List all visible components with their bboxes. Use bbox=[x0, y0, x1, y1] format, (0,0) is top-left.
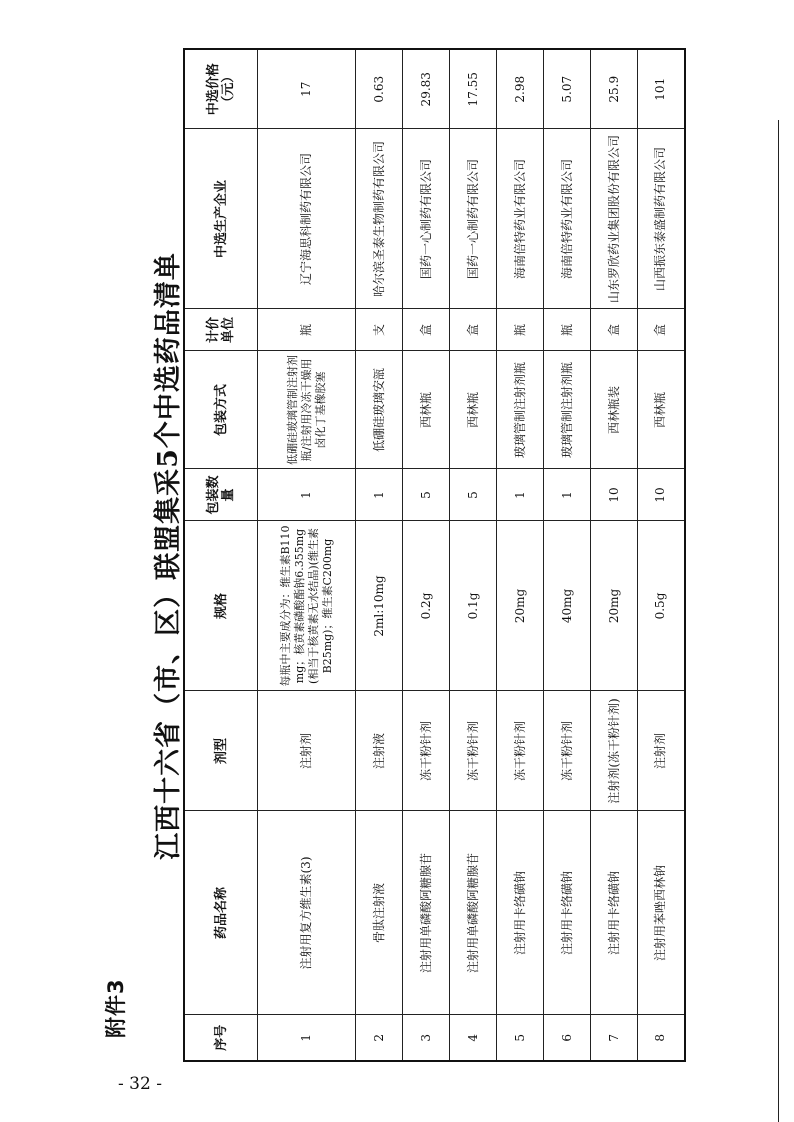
cell-packaging: 低硼硅玻璃安瓿 bbox=[356, 351, 403, 469]
cell-price: 101 bbox=[638, 49, 685, 129]
cell-company: 国药一心制药有限公司 bbox=[450, 129, 497, 309]
cell-index: 7 bbox=[591, 1015, 638, 1061]
cell-company: 哈尔滨圣泰生物制药有限公司 bbox=[356, 129, 403, 309]
header-pack-qty: 包装数量 bbox=[184, 469, 258, 521]
cell-dosage-form: 注射液 bbox=[356, 691, 403, 811]
cell-price: 17 bbox=[258, 49, 356, 129]
cell-spec: 0.5g bbox=[638, 521, 685, 691]
header-company: 中选生产企业 bbox=[184, 129, 258, 309]
cell-name: 注射用卡络磺钠 bbox=[497, 811, 544, 1015]
header-name: 药品名称 bbox=[184, 811, 258, 1015]
cell-spec: 20mg bbox=[497, 521, 544, 691]
table-row bbox=[450, 49, 497, 1061]
cell-dosage-form: 冻干粉针剂 bbox=[544, 691, 591, 811]
table-row bbox=[403, 49, 450, 1061]
cell-price: 29.83 bbox=[403, 49, 450, 129]
cell-spec: 0.1g bbox=[450, 521, 497, 691]
cell-unit: 盒 bbox=[638, 309, 685, 351]
cell-dosage-form: 注射剂 bbox=[638, 691, 685, 811]
table-row bbox=[638, 49, 685, 1061]
cell-price: 25.9 bbox=[591, 49, 638, 129]
document-title: 江西十六省（市、区）联盟集采5个中选药品清单 bbox=[153, 252, 184, 860]
cell-index: 3 bbox=[403, 1015, 450, 1061]
cell-packaging: 玻璃管制注射剂瓶 bbox=[544, 351, 591, 469]
cell-name: 注射用苯唑西林钠 bbox=[638, 811, 685, 1015]
cell-pack-qty: 5 bbox=[403, 469, 450, 521]
cell-dosage-form: 冻干粉针剂 bbox=[403, 691, 450, 811]
header-packaging: 包装方式 bbox=[184, 351, 258, 469]
cell-unit: 盒 bbox=[450, 309, 497, 351]
table-row bbox=[497, 49, 544, 1061]
header-dosage-form: 剂型 bbox=[184, 691, 258, 811]
cell-dosage-form: 冻干粉针剂 bbox=[450, 691, 497, 811]
cell-pack-qty: 10 bbox=[591, 469, 638, 521]
cell-pack-qty: 10 bbox=[638, 469, 685, 521]
cell-name: 注射用复方维生素(3) bbox=[258, 811, 356, 1015]
cell-packaging: 西林瓶装 bbox=[591, 351, 638, 469]
drug-list-table bbox=[183, 48, 686, 1062]
table-row bbox=[591, 49, 638, 1061]
cell-spec: 每瓶中主要成分为：维生素B110mg；核黄素磷酸酯钠6.355mg(相当于核黄素无水结晶)(维生素B25mg)；维生素C200mg bbox=[258, 521, 356, 691]
cell-unit: 瓶 bbox=[497, 309, 544, 351]
cell-packaging: 低硼硅玻璃管制注射剂瓶/注射用冷冻干燥用卤化丁基橡胶塞 bbox=[258, 351, 356, 469]
cell-price: 0.63 bbox=[356, 49, 403, 129]
cell-packaging: 西林瓶 bbox=[450, 351, 497, 469]
attachment-label: 附件3 bbox=[104, 978, 128, 1038]
page-number: - 32 - bbox=[118, 1074, 162, 1094]
cell-company: 海南倍特药业有限公司 bbox=[497, 129, 544, 309]
cell-pack-qty: 5 bbox=[450, 469, 497, 521]
header-index: 序号 bbox=[184, 1015, 258, 1061]
cell-price: 17.55 bbox=[450, 49, 497, 129]
cell-index: 8 bbox=[638, 1015, 685, 1061]
cell-price: 2.98 bbox=[497, 49, 544, 129]
cell-spec: 20mg bbox=[591, 521, 638, 691]
cell-packaging: 玻璃管制注射剂瓶 bbox=[497, 351, 544, 469]
cell-name: 注射用单磷酸阿糖腺苷 bbox=[403, 811, 450, 1015]
header-spec: 规格 bbox=[184, 521, 258, 691]
table-row bbox=[258, 49, 356, 1061]
cell-unit: 瓶 bbox=[544, 309, 591, 351]
cell-unit: 盒 bbox=[591, 309, 638, 351]
cell-price: 5.07 bbox=[544, 49, 591, 129]
cell-unit: 支 bbox=[356, 309, 403, 351]
cell-spec: 0.2g bbox=[403, 521, 450, 691]
table-row bbox=[356, 49, 403, 1061]
cell-packaging: 西林瓶 bbox=[403, 351, 450, 469]
cell-name: 注射用卡络磺钠 bbox=[544, 811, 591, 1015]
cell-packaging: 西林瓶 bbox=[638, 351, 685, 469]
cell-name: 骨肽注射液 bbox=[356, 811, 403, 1015]
cell-index: 2 bbox=[356, 1015, 403, 1061]
header-unit: 计价单位 bbox=[184, 309, 258, 351]
cell-unit: 盒 bbox=[403, 309, 450, 351]
cell-pack-qty: 1 bbox=[497, 469, 544, 521]
cell-name: 注射用单磷酸阿糖腺苷 bbox=[450, 811, 497, 1015]
table-row bbox=[544, 49, 591, 1061]
cell-index: 5 bbox=[497, 1015, 544, 1061]
cell-index: 1 bbox=[258, 1015, 356, 1061]
cell-pack-qty: 1 bbox=[258, 469, 356, 521]
cell-company: 辽宁海思科制药有限公司 bbox=[258, 129, 356, 309]
header-price: 中选价格（元） bbox=[184, 49, 258, 129]
cell-dosage-form: 注射剂 bbox=[258, 691, 356, 811]
cell-company: 山西振东泰盛制药有限公司 bbox=[638, 129, 685, 309]
cell-company: 山东罗欣药业集团股份有限公司 bbox=[591, 129, 638, 309]
cell-spec: 40mg bbox=[544, 521, 591, 691]
cell-unit: 瓶 bbox=[258, 309, 356, 351]
cell-company: 海南倍特药业有限公司 bbox=[544, 129, 591, 309]
cell-index: 4 bbox=[450, 1015, 497, 1061]
cell-dosage-form: 注射剂(冻干粉针剂) bbox=[591, 691, 638, 811]
cell-index: 6 bbox=[544, 1015, 591, 1061]
cell-name: 注射用卡络磺钠 bbox=[591, 811, 638, 1015]
cell-company: 国药一心制药有限公司 bbox=[403, 129, 450, 309]
table-header-row bbox=[184, 49, 258, 1061]
cell-dosage-form: 冻干粉针剂 bbox=[497, 691, 544, 811]
cell-spec: 2ml:10mg bbox=[356, 521, 403, 691]
cell-pack-qty: 1 bbox=[356, 469, 403, 521]
cell-pack-qty: 1 bbox=[544, 469, 591, 521]
